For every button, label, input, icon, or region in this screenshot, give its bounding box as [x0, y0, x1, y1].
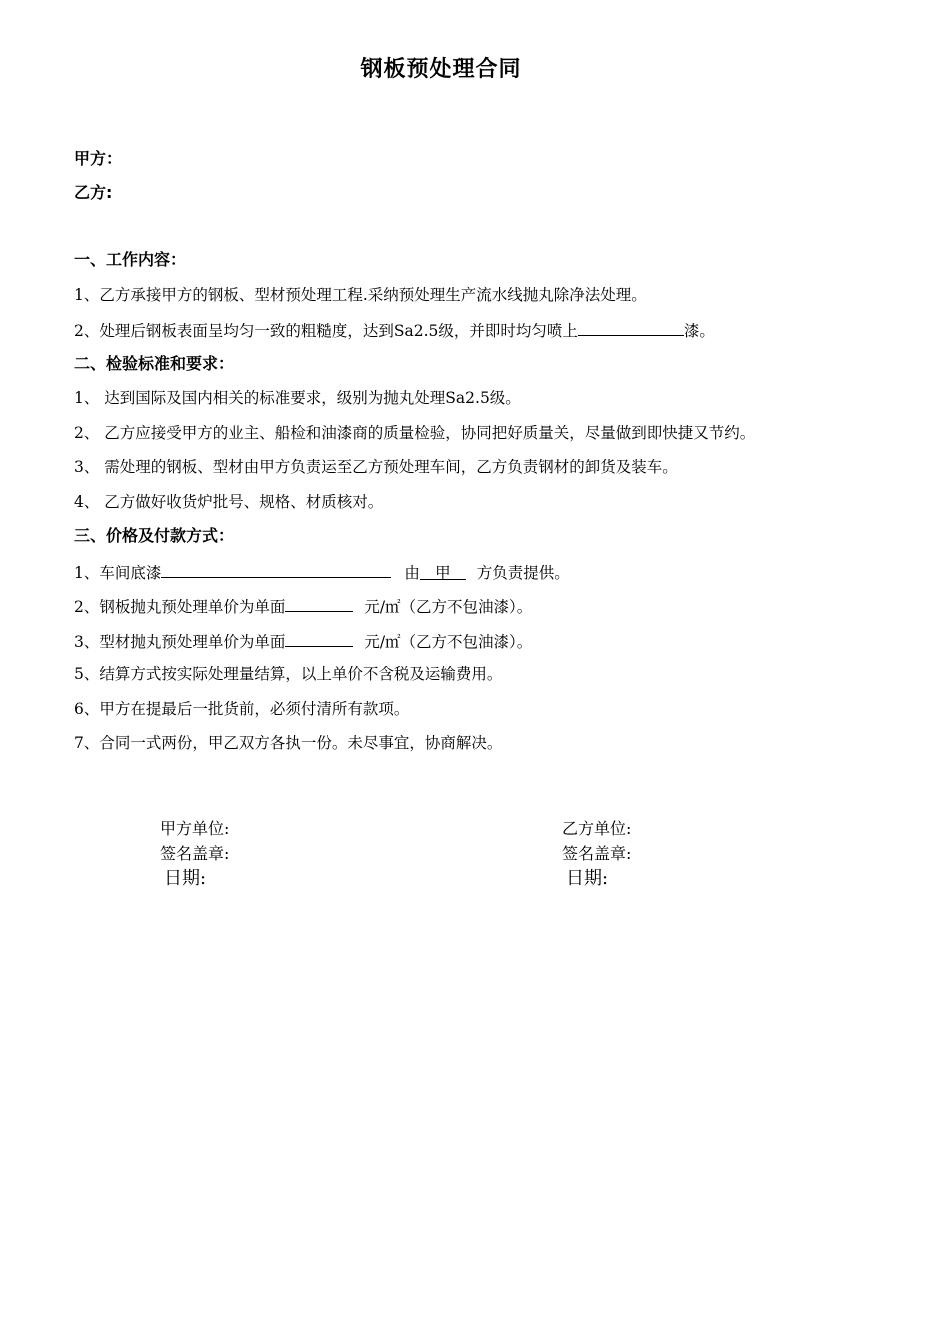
section-3-item-3 [74, 628, 924, 663]
section-1-item-2 [74, 317, 924, 352]
primer-blank [161, 559, 391, 578]
section-3-item-6: 6、甲方在提最后一批货前，必须付清所有款项。 [74, 699, 410, 718]
section-3-item-1 [74, 559, 924, 594]
party-b-date: 日期: [566, 868, 609, 889]
section-2-heading: 二、检验标准和要求： [74, 353, 235, 373]
section-2-item-2: 2、 乙方应接受甲方的业主、船检和油漆商的质量检验，协同把好质量关，尽量做到即快捷又节约。 [74, 423, 756, 442]
party-a-signature-block [160, 816, 229, 892]
party-a-label: 甲方： [74, 149, 123, 168]
party-a-unit: 甲方单位: [160, 819, 230, 838]
section-3-item-7: 7、合同一式两份，甲乙双方各执一份。未尽事宜，协商解决。 [74, 734, 503, 752]
section-3-item-2-prefix: 2、钢板抛丸预处理单价为单面 [74, 598, 286, 616]
party-b-sign: 签名盖章: [562, 844, 632, 863]
section-3-item-5: 5、结算方式按实际处理量结算，以上单价不含税及运输费用。 [74, 665, 503, 683]
supplier-party: 甲 [420, 561, 466, 580]
party-b-unit: 乙方单位: [562, 819, 632, 838]
document-title: 钢板预处理合同 [360, 57, 522, 82]
party-a-date: 日期: [164, 868, 207, 889]
profile-price-blank [285, 628, 353, 647]
section-3-item-2 [74, 593, 924, 628]
section-2-item-1: 1、 达到国际及国内相关的标准要求，级别为抛丸处理Sa2.5级。 [74, 389, 521, 407]
section-3-item-1-mid: 由 [404, 563, 420, 582]
section-3-item-1-suffix: 方负责提供。 [476, 563, 570, 582]
section-3-heading: 三、价格及付款方式： [74, 526, 235, 545]
party-b-label: 乙方: [74, 183, 113, 202]
section-1-heading: 一、工作内容： [74, 250, 187, 269]
section-1-item-1: 1、乙方承接甲方的钢板、型材预处理工程.采纳预处理生产流水线抛丸除净法处理。 [74, 285, 647, 304]
party-a-sign: 签名盖章: [160, 844, 230, 863]
steel-plate-price-blank [285, 593, 353, 612]
section-3-item-2-suffix: 元/㎡（乙方不包油漆）。 [364, 598, 533, 616]
party-b-signature-block [562, 816, 631, 892]
section-3-item-1-prefix: 1、车间底漆 [74, 563, 162, 582]
section-3-item-3-prefix: 3、型材抛丸预处理单价为单面 [74, 632, 286, 651]
paint-type-blank [578, 317, 684, 336]
section-2-item-4: 4、 乙方做好收货炉批号、规格、材质核对。 [74, 492, 384, 511]
section-3-item-3-suffix: 元/㎡（乙方不包油漆）。 [364, 632, 533, 651]
section-2-item-3: 3、 需处理的钢板、型材由甲方负责运至乙方预处理车间，乙方负责钢材的卸货及装车。 [74, 458, 678, 476]
section-1-item-2-suffix: 漆。 [683, 322, 715, 340]
section-1-item-2-prefix: 2、处理后钢板表面呈均匀一致的粗糙度，达到Sa2.5级，并即时均匀喷上 [74, 322, 578, 340]
contract-body [74, 248, 924, 766]
